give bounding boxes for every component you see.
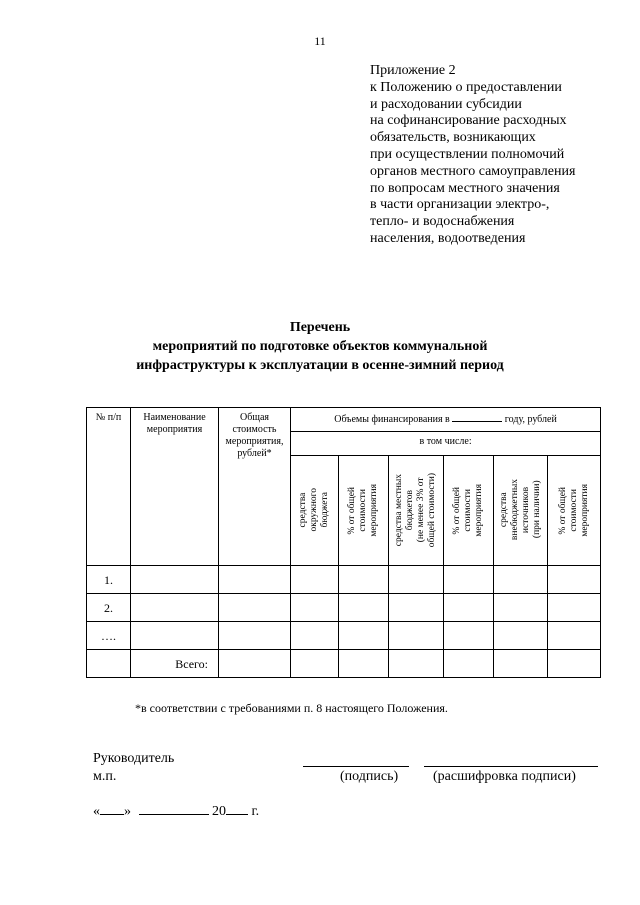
year-suffix: г. bbox=[251, 804, 260, 819]
table-cell bbox=[339, 622, 389, 650]
table-cell bbox=[494, 594, 548, 622]
subheader-extrabudgetary: средства внебюджетных источников (при наличии) bbox=[498, 479, 542, 541]
footnote: *в соответствии с требованиями п. 8 настоящего Положения. bbox=[135, 701, 448, 715]
table-cell bbox=[494, 566, 548, 594]
table-cell bbox=[548, 650, 601, 678]
head-label: Руководитель bbox=[93, 751, 175, 766]
date-line bbox=[93, 802, 259, 820]
table-cell bbox=[444, 622, 494, 650]
signature-head-block bbox=[93, 750, 174, 786]
table-cell bbox=[131, 622, 219, 650]
table-cell bbox=[444, 594, 494, 622]
table-cell bbox=[494, 650, 548, 678]
table-cell bbox=[389, 650, 444, 678]
row-number: 2. bbox=[87, 594, 131, 622]
table-cell bbox=[548, 594, 601, 622]
subheader-percent-2: % от общей стоимости мероприятия bbox=[452, 483, 484, 537]
subheader-district-budget: средства окружного бюджета bbox=[298, 488, 330, 532]
subheader-cell bbox=[548, 456, 601, 566]
header-funding bbox=[291, 408, 601, 432]
appendix-line: Приложение 2 bbox=[370, 63, 456, 78]
appendix-block bbox=[370, 63, 630, 248]
table-cell bbox=[339, 566, 389, 594]
table-cell bbox=[339, 594, 389, 622]
subheader-cell bbox=[444, 456, 494, 566]
subheader-cell bbox=[494, 456, 548, 566]
activities-table bbox=[86, 407, 601, 678]
row-number: 1. bbox=[87, 566, 131, 594]
subheader-local-budget: средства местных бюджетов (не менее 3% от общей стоимости) bbox=[394, 472, 437, 548]
table-cell bbox=[389, 566, 444, 594]
signature-caption: (подпись) bbox=[340, 769, 399, 784]
table-cell bbox=[548, 566, 601, 594]
year-digits-blank bbox=[226, 802, 248, 815]
subheader-cell bbox=[389, 456, 444, 566]
subheader-cell bbox=[291, 456, 339, 566]
table-cell bbox=[219, 594, 291, 622]
table-cell bbox=[291, 566, 339, 594]
row-number: …. bbox=[87, 622, 131, 650]
appendix-line: на софинансирование расходных bbox=[370, 113, 567, 129]
header-including: в том числе: bbox=[291, 432, 601, 456]
table-cell bbox=[131, 566, 219, 594]
table-cell bbox=[548, 622, 601, 650]
appendix-line: населения, водоотведения bbox=[370, 230, 526, 246]
appendix-line: тепло- и водоснабжения bbox=[370, 214, 515, 230]
date-quote-close: » bbox=[124, 804, 131, 819]
table-row bbox=[87, 566, 601, 594]
header-cost: Общая стоимость мероприятия, рублей* bbox=[219, 408, 291, 566]
table-row bbox=[87, 594, 601, 622]
table-cell bbox=[444, 650, 494, 678]
table-cell bbox=[219, 622, 291, 650]
appendix-line: к Положению о предоставлении bbox=[370, 79, 562, 95]
header-num: № п/п bbox=[87, 408, 131, 566]
appendix-line: органов местного самоуправления bbox=[370, 163, 576, 179]
document-title bbox=[0, 318, 640, 375]
funding-suffix: году, рублей bbox=[504, 414, 557, 425]
table-cell bbox=[389, 594, 444, 622]
table-cell bbox=[87, 650, 131, 678]
table-cell bbox=[339, 650, 389, 678]
table-cell bbox=[291, 650, 339, 678]
table-row bbox=[87, 622, 601, 650]
subheader-cell bbox=[339, 456, 389, 566]
title-line-1: Перечень bbox=[289, 320, 351, 335]
title-line-2: мероприятий по подготовке объектов коммунальной bbox=[152, 339, 488, 354]
appendix-line: и расходовании субсидии bbox=[370, 96, 522, 112]
decode-line bbox=[424, 766, 598, 767]
header-name: Наименование мероприятия bbox=[131, 408, 219, 566]
month-blank bbox=[139, 802, 209, 815]
total-row bbox=[87, 650, 601, 678]
total-label: Всего: bbox=[131, 650, 219, 678]
signature-line bbox=[303, 766, 409, 767]
seal-label: м.п. bbox=[93, 769, 117, 784]
subheader-percent-3: % от общей стоимости мероприятия bbox=[557, 483, 590, 537]
table-cell bbox=[219, 566, 291, 594]
appendix-line: при осуществлении полномочий bbox=[370, 146, 565, 162]
decode-caption: (расшифровка подписи) bbox=[433, 769, 576, 784]
subheader-percent-1: % от общей стоимости мероприятия bbox=[347, 483, 379, 537]
appendix-line: в части организации электро-, bbox=[370, 197, 550, 213]
funding-prefix: Объемы финансирования в bbox=[334, 414, 450, 425]
year-blank bbox=[452, 412, 502, 422]
appendix-line: обязательств, возникающих bbox=[370, 130, 536, 146]
page-number: 11 bbox=[314, 34, 326, 48]
table-cell bbox=[291, 622, 339, 650]
table-cell bbox=[131, 594, 219, 622]
title-line-3: инфраструктуры к эксплуатации в осенне-зимний период bbox=[136, 358, 504, 373]
table-cell bbox=[291, 594, 339, 622]
date-quote-open: « bbox=[93, 804, 100, 819]
table-cell bbox=[494, 622, 548, 650]
table-cell bbox=[389, 622, 444, 650]
table-cell bbox=[444, 566, 494, 594]
day-blank bbox=[100, 802, 124, 815]
table-cell bbox=[219, 650, 291, 678]
year-prefix: 20 bbox=[212, 804, 226, 819]
appendix-line: по вопросам местного значения bbox=[370, 180, 560, 196]
